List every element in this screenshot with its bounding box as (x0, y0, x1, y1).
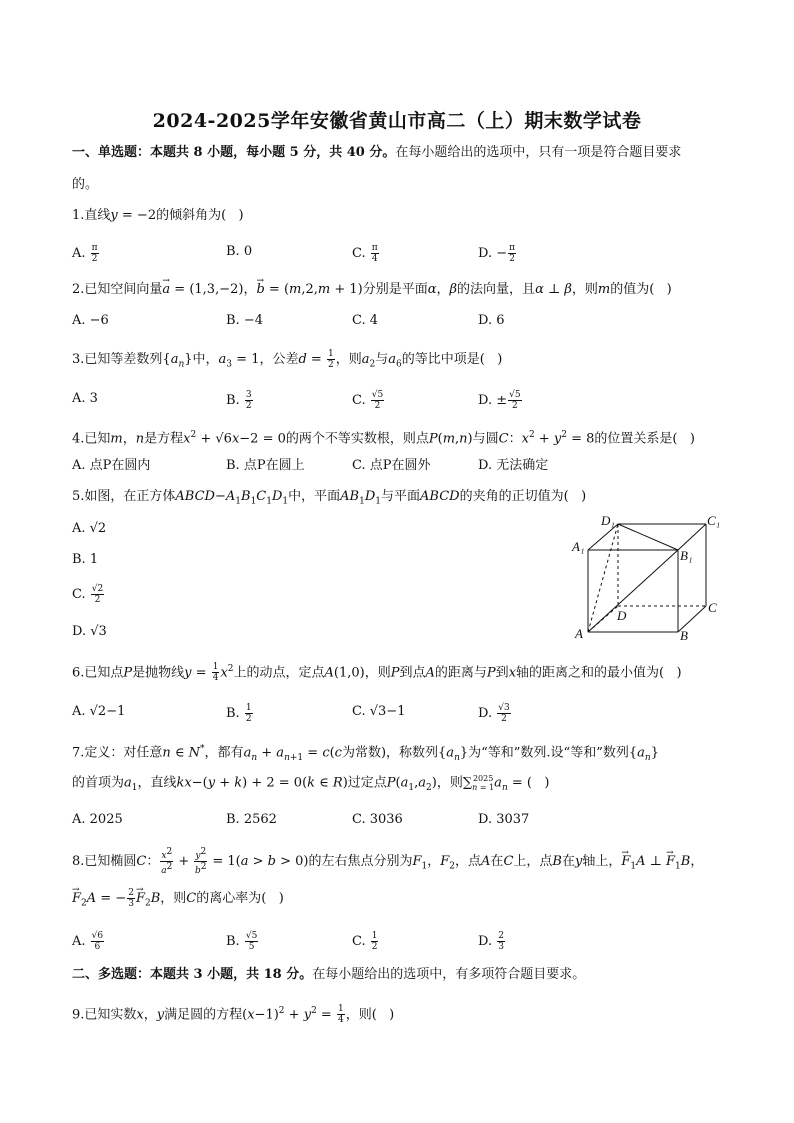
section-1-header: 一、单选题：本题共 8 小题，每小题 5 分，共 40 分。在每小题给出的选项中，只有一项是符合题目要求 (72, 145, 682, 160)
q6-option-b[interactable]: B. $\frac{1}{2}$ (226, 703, 252, 724)
q4-option-a[interactable]: A. 点P在圆内 (72, 458, 151, 473)
q5-option-d[interactable]: D. √3 (72, 624, 107, 639)
question-6-stem: 6.已知点P是抛物线y = $\frac{1}{4}$ $x^2$上的动点，定点A(1,0)，则P到点A的距离与P到x轴的距离之和的最小值为( ) (72, 662, 682, 684)
q6-option-a[interactable]: A. √2−1 (72, 704, 126, 719)
q2-option-d[interactable]: D. 6 (478, 313, 505, 328)
q3-option-a[interactable]: A. 3 (72, 391, 98, 406)
question-3-stem: 3.已知等差数列$\{a_n\}$中，$a_3 = 1$，公差d = $\frac{1}{2}$ ，则$a_2$与$a_6$的等比中项是( ) (72, 349, 503, 370)
label-b: B (680, 628, 688, 643)
question-7-stem-line1: 7.定义：对任意n ∈ N*，都有$a_n + a_{n+1} = c(c$为常数)，称数列$\{a_n\}$为“等和”数列.设“等和”数列$\{a_n\}$ (72, 744, 659, 763)
question-8-stem-line2: → $F_2A$ = − $\frac{2}{3}$ → $F_2B$，则C的离心率为( ) (72, 888, 284, 913)
question-8-stem-line1: 8.已知椭圆C： $\frac{x^2}{a^2}$ + $\frac{y^2}{b^2}$ = 1(a > b > 0)的左右焦点分别为$F_1$，$F_2$，点A在C上，点B在y轴上，→ $F_1A$ ⊥ → $F_1B$， (72, 847, 703, 876)
label-d: D (617, 608, 627, 623)
q4-option-d[interactable]: D. 无法确定 (478, 458, 549, 473)
q1-option-d[interactable]: D. − $\frac{\pi}{2}$ (478, 243, 516, 264)
q2-option-a[interactable]: A. −6 (72, 313, 109, 328)
cube-figure (570, 510, 730, 645)
page-title: 2024-2025学年安徽省黄山市高二（上）期末数学试卷 (152, 110, 642, 132)
label-a: A (575, 626, 583, 641)
q6-option-c[interactable]: C. √3−1 (352, 704, 406, 719)
q7-option-a[interactable]: A. 2025 (72, 812, 123, 827)
q5-option-a[interactable]: A. √2 (72, 521, 107, 536)
label-c: C (708, 600, 717, 615)
label-d1: D₁ (601, 513, 615, 528)
edge-b1c1 (678, 524, 706, 550)
q3-option-b[interactable]: B. $\frac{3}{2}$ (226, 390, 252, 411)
question-2-stem: 2.已知空间向量→ a = (1,3,−2)，→ b = (m,2,m + 1)分别是平面α，β的法向量，且α ⊥ β，则m的值为( ) (72, 281, 672, 299)
q7-option-b[interactable]: B. 2562 (226, 812, 277, 827)
q4-option-b[interactable]: B. 点P在圆上 (226, 458, 305, 473)
label-c1: C₁ (707, 513, 721, 528)
q3-option-c[interactable]: C. $\frac{√5}{2}$ (352, 390, 384, 411)
q8-option-c[interactable]: C. $\frac{1}{2}$ (352, 931, 378, 952)
question-9-stem: 9.已知实数x，y满足圆的方程$(x-1)^2 + y^2$ = $\frac{1}{4}$ ，则( ) (72, 1004, 395, 1026)
q5-option-c[interactable]: C. $\frac{√2}{2}$ (72, 584, 104, 605)
question-7-stem-line2: 的首项为$a_1$，直线kx−(y + k) + 2 = 0(k ∈ R)过定点$P(a_1,a_2)$，则∑ 2025 n = 1 $a_n$ = ( ) (72, 774, 550, 794)
q1-option-b[interactable]: B. 0 (226, 244, 253, 259)
q1-option-c[interactable]: C. $\frac{\pi}{4}$ (352, 243, 378, 264)
question-5-stem: 5.如图，在正方体$ABCD-A_1B_1C_1D_1$中，平面$AB_1D_1$与平面ABCD的夹角的正切值为( ) (72, 489, 587, 507)
q5-option-b[interactable]: B. 1 (72, 552, 99, 567)
label-b1: B₁ (680, 548, 693, 563)
edge-ad1 (588, 524, 618, 632)
edge-d1b1 (618, 524, 678, 550)
q7-option-d[interactable]: D. 3037 (478, 812, 530, 827)
question-1-stem: 1.直线y = −2的倾斜角为( ) (72, 208, 244, 223)
q1-option-a[interactable]: A. $\frac{\pi}{2}$ (72, 243, 98, 264)
q2-option-b[interactable]: B. −4 (226, 313, 263, 328)
q8-option-b[interactable]: B. $\frac{√5}{5}$ (226, 931, 258, 952)
q7-option-c[interactable]: C. 3036 (352, 812, 403, 827)
question-4-stem: 4.已知m，n是方程$x^2 + √6x-2 = 0$的两个不等实数根，则点P(m,n)与圆C：$x^2 + y^2 = 8$的位置关系是( ) (72, 430, 695, 447)
q4-option-c[interactable]: C. 点P在圆外 (352, 458, 431, 473)
label-a1: A₁ (572, 539, 585, 554)
section-1-header-cont: 的。 (72, 177, 99, 192)
q3-option-d[interactable]: D. ± $\frac{√5}{2}$ (478, 390, 521, 411)
section-2-header: 二、多选题：本题共 3 小题，共 18 分。在每小题给出的选项中，有多项符合题目要求。 (72, 967, 586, 982)
q6-option-d[interactable]: D. $\frac{√3}{2}$ (478, 703, 510, 724)
q8-option-a[interactable]: A. $\frac{√6}{6}$ (72, 931, 104, 952)
q2-option-c[interactable]: C. 4 (352, 313, 379, 328)
q8-option-d[interactable]: D. $\frac{2}{3}$ (478, 931, 504, 952)
